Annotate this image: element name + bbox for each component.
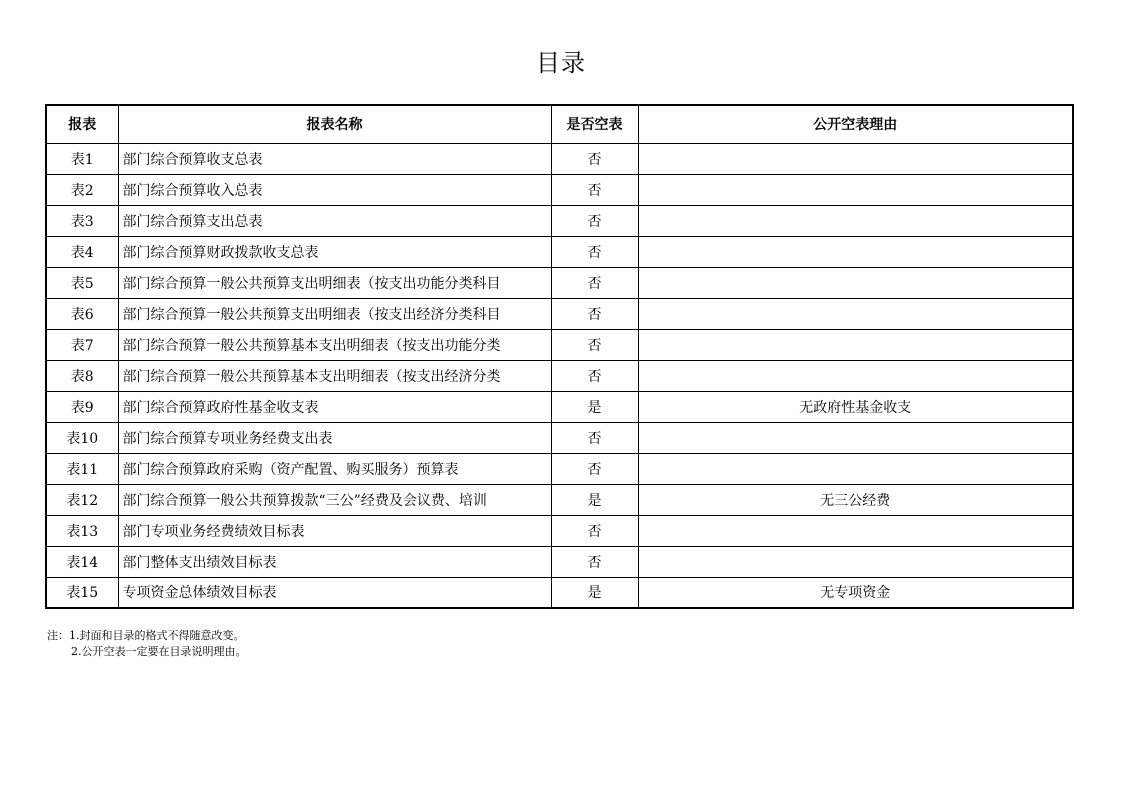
footnote-line-1: 注：1.封面和目录的格式不得随意改变。: [47, 629, 245, 642]
reason-cell: [638, 360, 1073, 391]
table-no-cell: 表9: [46, 391, 118, 422]
table-row: [46, 236, 1073, 267]
table-no-cell: 表11: [46, 453, 118, 484]
table-name-cell: 部门综合预算收入总表: [118, 174, 551, 205]
table-row: [46, 329, 1073, 360]
table-no-cell: 表15: [46, 577, 118, 608]
is-empty-cell: 否: [551, 236, 638, 267]
is-empty-cell: 否: [551, 422, 638, 453]
table-row: [46, 298, 1073, 329]
header-is-empty: 是否空表: [551, 105, 638, 143]
table-name-cell: 部门综合预算政府采购（资产配置、购买服务）预算表: [118, 453, 551, 484]
table-no-cell: 表2: [46, 174, 118, 205]
table-name-cell: 专项资金总体绩效目标表: [118, 577, 551, 608]
table-name-cell: 部门综合预算一般公共预算支出明细表（按支出功能分类科目: [118, 267, 551, 298]
table-no-cell: 表12: [46, 484, 118, 515]
table-row: [46, 267, 1073, 298]
is-empty-cell: 否: [551, 515, 638, 546]
reason-cell: [638, 298, 1073, 329]
table-row: [46, 143, 1073, 174]
reason-cell: [638, 453, 1073, 484]
table-row: [46, 174, 1073, 205]
table-name-cell: 部门综合预算一般公共预算支出明细表（按支出经济分类科目: [118, 298, 551, 329]
table-no-cell: 表4: [46, 236, 118, 267]
reason-cell: 无专项资金: [638, 577, 1073, 608]
table-name-cell: 部门综合预算支出总表: [118, 205, 551, 236]
header-empty-reason: 公开空表理由: [638, 105, 1073, 143]
is-empty-cell: 是: [551, 577, 638, 608]
reason-cell: 无政府性基金收支: [638, 391, 1073, 422]
is-empty-cell: 否: [551, 360, 638, 391]
table-no-cell: 表6: [46, 298, 118, 329]
reason-cell: [638, 546, 1073, 577]
table-no-cell: 表8: [46, 360, 118, 391]
catalog-table: [45, 104, 1074, 609]
table-no-cell: 表7: [46, 329, 118, 360]
reason-cell: [638, 267, 1073, 298]
table-row: [46, 205, 1073, 236]
table-no-cell: 表3: [46, 205, 118, 236]
footnote-line-2: 2.公开空表一定要在目录说明理由。: [71, 645, 247, 658]
table-row: [46, 422, 1073, 453]
table-name-cell: 部门综合预算政府性基金收支表: [118, 391, 551, 422]
table-row: [46, 360, 1073, 391]
is-empty-cell: 否: [551, 298, 638, 329]
table-header-row: [46, 105, 1073, 143]
table-no-cell: 表13: [46, 515, 118, 546]
table-no-cell: 表10: [46, 422, 118, 453]
is-empty-cell: 否: [551, 267, 638, 298]
reason-cell: [638, 329, 1073, 360]
reason-cell: [638, 515, 1073, 546]
table-row: [46, 391, 1073, 422]
table-row: [46, 484, 1073, 515]
reason-cell: [638, 236, 1073, 267]
table-row: [46, 515, 1073, 546]
table-no-cell: 表5: [46, 267, 118, 298]
table-name-cell: 部门综合预算一般公共预算基本支出明细表（按支出经济分类: [118, 360, 551, 391]
header-table-name: 报表名称: [118, 105, 551, 143]
table-name-cell: 部门综合预算专项业务经费支出表: [118, 422, 551, 453]
is-empty-cell: 否: [551, 143, 638, 174]
table-name-cell: 部门综合预算收支总表: [118, 143, 551, 174]
reason-cell: [638, 205, 1073, 236]
table-no-cell: 表1: [46, 143, 118, 174]
table-row: [46, 453, 1073, 484]
table-row: [46, 577, 1073, 608]
reason-cell: 无三公经费: [638, 484, 1073, 515]
is-empty-cell: 是: [551, 391, 638, 422]
is-empty-cell: 否: [551, 174, 638, 205]
table-name-cell: 部门专项业务经费绩效目标表: [118, 515, 551, 546]
table-name-cell: 部门综合预算一般公共预算拨款“三公”经费及会议费、培训: [118, 484, 551, 515]
page-title: 目录: [536, 49, 586, 77]
table-no-cell: 表14: [46, 546, 118, 577]
reason-cell: [638, 422, 1073, 453]
footnotes: [47, 628, 247, 660]
is-empty-cell: 否: [551, 546, 638, 577]
reason-cell: [638, 174, 1073, 205]
is-empty-cell: 否: [551, 205, 638, 236]
table-name-cell: 部门整体支出绩效目标表: [118, 546, 551, 577]
is-empty-cell: 否: [551, 453, 638, 484]
reason-cell: [638, 143, 1073, 174]
table-name-cell: 部门综合预算财政拨款收支总表: [118, 236, 551, 267]
table-name-cell: 部门综合预算一般公共预算基本支出明细表（按支出功能分类: [118, 329, 551, 360]
header-table-no: 报表: [46, 105, 118, 143]
is-empty-cell: 否: [551, 329, 638, 360]
table-row: [46, 546, 1073, 577]
is-empty-cell: 是: [551, 484, 638, 515]
